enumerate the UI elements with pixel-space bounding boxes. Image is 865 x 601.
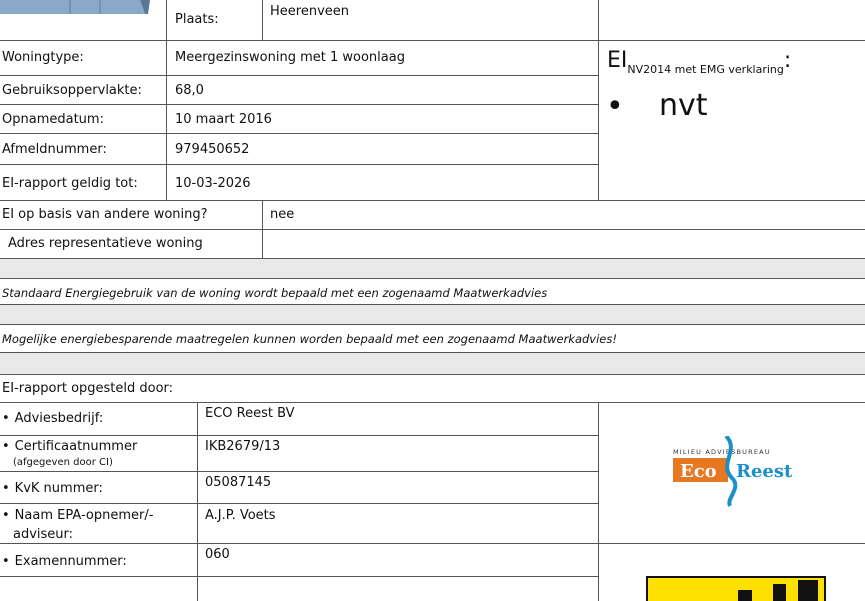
naam-label-text: Naam EPA-opnemer/-: [14, 508, 154, 523]
certificaat-value: IKB2679/13: [205, 439, 281, 454]
bullet: •: [2, 508, 10, 523]
woningtype-label: Woningtype:: [2, 50, 84, 65]
certificaat-sub: (afgegeven door CI): [13, 457, 113, 468]
afmeldnummer-label: Afmeldnummer:: [2, 142, 107, 157]
opnamedatum-label: Opnamedatum:: [2, 112, 104, 127]
city-label: Plaats:: [175, 12, 219, 27]
certificaat-label: [2, 440, 137, 453]
geldig-tot-label: EI-rapport geldig tot:: [2, 176, 138, 191]
kvk-label: [2, 482, 103, 495]
certificaat-label-text: Certificaatnummer: [14, 439, 138, 454]
adviesbedrijf-value: ECO Reest BV: [205, 406, 295, 421]
adviesbedrijf-label: [2, 412, 103, 425]
woningtype-value: Meergezinswoning met 1 woonlaag: [175, 50, 405, 65]
kvk-label-text: KvK nummer:: [14, 481, 103, 496]
mogelijke-note: Mogelijke energiebesparende maatregelen kunnen worden bepaald met een zogenaamd Maatwerkadvies!: [2, 332, 617, 346]
ei-prefix: EI: [607, 48, 628, 73]
gebruiksoppervlakte-value: 68,0: [175, 83, 204, 98]
logo-eco: Eco: [680, 461, 717, 482]
basis-label: EI op basis van andere woning?: [2, 207, 208, 222]
bullet: •: [2, 554, 10, 569]
examen-label-text: Examennummer:: [14, 554, 127, 569]
standaard-note: Standaard Energiegebruik van de woning wordt bepaald met een zogenaamd Maatwerkadvies: [2, 286, 548, 300]
ei-suffix: :: [783, 48, 792, 73]
ei-subscript: NV2014 met EMG verklaring: [627, 63, 784, 76]
naam-value: A.J.P. Voets: [205, 508, 276, 523]
ei-bullet: •: [606, 89, 624, 124]
ei-heading: [607, 48, 792, 76]
logo-reest: Reest: [736, 461, 793, 482]
gebruiksoppervlakte-label: Gebruiksoppervlakte:: [2, 83, 142, 98]
examen-value: 060: [205, 547, 230, 562]
afmeldnummer-value: 979450652: [175, 142, 250, 157]
bullet: •: [2, 481, 10, 496]
eco-reest-logo: [668, 436, 802, 508]
adviesbedrijf-label-text: Adviesbedrijf:: [14, 411, 104, 426]
logo-top-text: MILIEU ADVIESBUREAU: [673, 448, 771, 456]
examen-label: [2, 555, 127, 568]
yellow-logo: [646, 576, 826, 601]
naam-label-line2: adviseur:: [13, 527, 74, 542]
opnamedatum-value: 10 maart 2016: [175, 112, 272, 127]
house-image: [0, 0, 150, 14]
bullet: •: [2, 411, 10, 426]
kvk-value: 05087145: [205, 475, 272, 490]
opsteller-heading: EI-rapport opgesteld door:: [2, 381, 174, 396]
adres-label: Adres representatieve woning: [8, 236, 203, 251]
ei-value: nvt: [659, 88, 708, 123]
naam-label: [2, 509, 153, 522]
geldig-tot-value: 10-03-2026: [175, 176, 251, 191]
basis-value: nee: [270, 207, 295, 222]
bullet: •: [2, 439, 10, 454]
city-value: Heerenveen: [270, 4, 349, 19]
